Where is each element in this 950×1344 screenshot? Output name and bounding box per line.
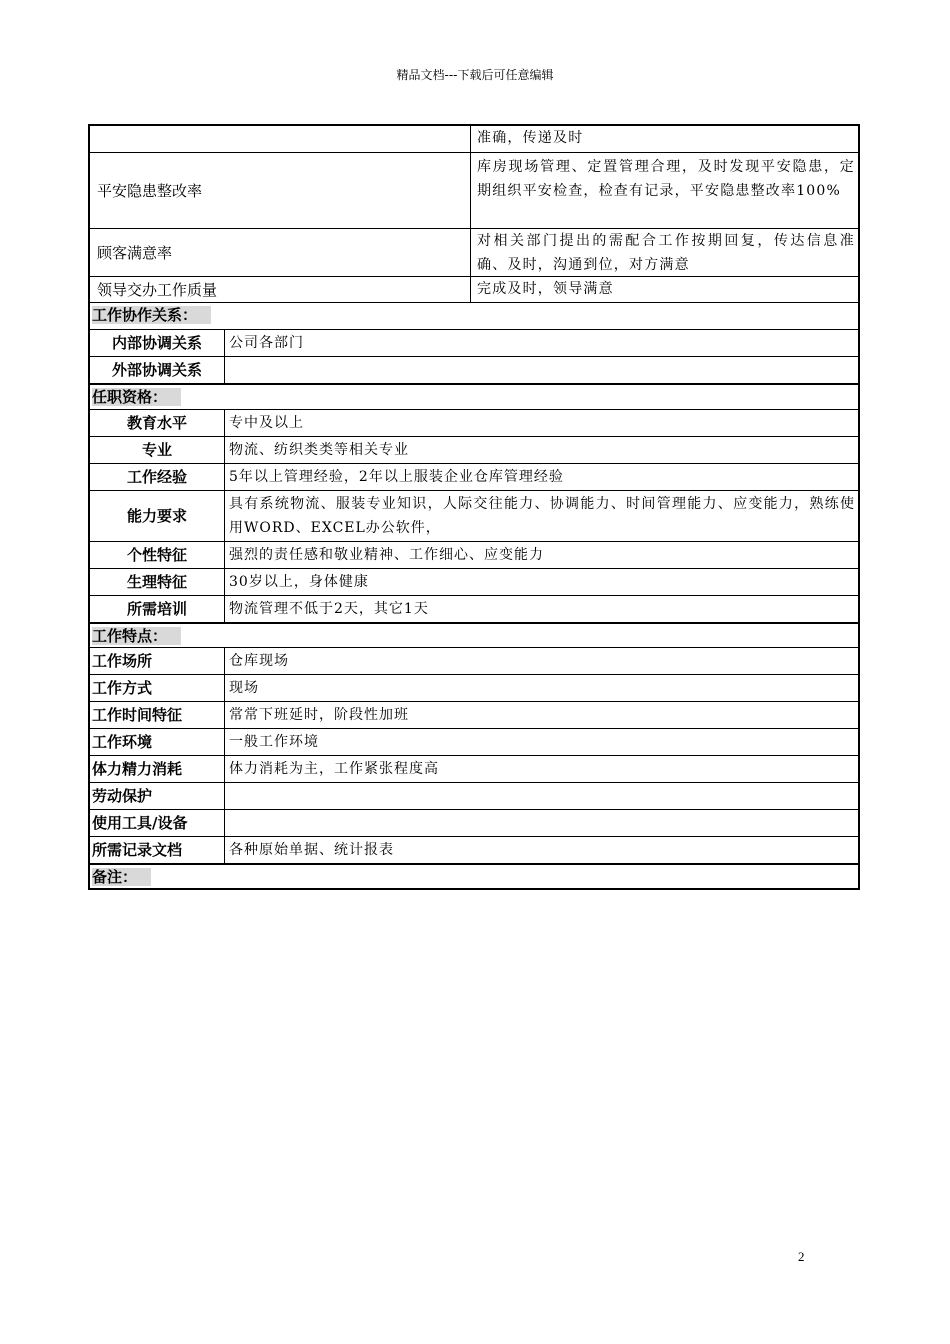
section-title: 工作特点： bbox=[92, 627, 181, 645]
section-header-features bbox=[90, 622, 858, 647]
kpi-name bbox=[90, 126, 471, 152]
table-row bbox=[90, 436, 858, 463]
table-row bbox=[90, 809, 858, 836]
kpi-row bbox=[90, 126, 858, 152]
kpi-desc: 库房现场管理、定置管理合理，及时发现平安隐患，定期组织平安检查，检查有记录，平安隐患整改率100% bbox=[477, 159, 855, 199]
row-value bbox=[225, 357, 858, 383]
section-title: 工作协作关系： bbox=[92, 306, 211, 324]
row-label: 体力精力消耗 bbox=[90, 756, 225, 782]
table-row bbox=[90, 490, 858, 541]
row-value bbox=[225, 783, 858, 809]
row-value: 物流管理不低于2天，其它1天 bbox=[229, 601, 429, 617]
row-label: 生理特征 bbox=[90, 569, 225, 595]
row-value: 具有系统物流、服装专业知识，人际交往能力、协调能力、时间管理能力、应变能力，熟练使用WORD、EXCEL办公软件， bbox=[229, 496, 855, 536]
section-title: 备注： bbox=[92, 868, 151, 886]
row-label: 个性特征 bbox=[90, 542, 225, 568]
table-row bbox=[90, 595, 858, 622]
row-value: 体力消耗为主，工作紧张程度高 bbox=[229, 761, 439, 777]
row-label: 外部协调关系 bbox=[90, 357, 225, 383]
table-row bbox=[90, 409, 858, 436]
table-row bbox=[90, 463, 858, 490]
row-value: 仓库现场 bbox=[229, 653, 289, 669]
table-row bbox=[90, 728, 858, 755]
section-header-qualification bbox=[90, 383, 858, 409]
section-header-remarks bbox=[90, 863, 858, 888]
row-label: 劳动保护 bbox=[90, 783, 225, 809]
row-value: 一般工作环境 bbox=[229, 734, 319, 750]
page-number: 2 bbox=[798, 1249, 805, 1264]
row-value: 专中及以上 bbox=[229, 415, 304, 431]
row-label: 内部协调关系 bbox=[90, 330, 225, 356]
table-row bbox=[90, 755, 858, 782]
table-row bbox=[90, 701, 858, 728]
row-label: 所需记录文档 bbox=[90, 837, 225, 863]
table-row bbox=[90, 647, 858, 674]
row-label: 工作场所 bbox=[90, 648, 225, 674]
row-label: 所需培训 bbox=[90, 596, 225, 622]
row-label: 教育水平 bbox=[90, 410, 225, 436]
row-label: 使用工具/设备 bbox=[90, 810, 225, 836]
kpi-desc: 准确，传递及时 bbox=[477, 130, 584, 146]
row-label: 能力要求 bbox=[90, 491, 225, 541]
kpi-desc: 完成及时，领导满意 bbox=[477, 281, 614, 297]
page-header-note: 精品文档---下载后可任意编辑 bbox=[396, 68, 554, 82]
row-label: 工作时间特征 bbox=[90, 702, 225, 728]
row-label: 工作环境 bbox=[90, 729, 225, 755]
section-header-cooperation bbox=[90, 302, 858, 329]
kpi-row bbox=[90, 152, 858, 228]
row-value bbox=[225, 810, 858, 836]
table-row bbox=[90, 836, 858, 863]
row-value: 现场 bbox=[229, 680, 259, 696]
kpi-desc: 对相关部门提出的需配合工作按期回复，传达信息准确、及时，沟通到位，对方满意 bbox=[477, 233, 855, 273]
kpi-row bbox=[90, 276, 858, 302]
table-row bbox=[90, 568, 858, 595]
job-description-table bbox=[88, 124, 860, 890]
row-label: 工作经验 bbox=[90, 464, 225, 490]
row-value: 强烈的责任感和敬业精神、工作细心、应变能力 bbox=[229, 547, 544, 563]
row-value: 各种原始单据、统计报表 bbox=[229, 842, 394, 858]
table-row bbox=[90, 329, 858, 356]
table-row bbox=[90, 782, 858, 809]
kpi-row bbox=[90, 228, 858, 276]
row-value: 5年以上管理经验，2年以上服装企业仓库管理经验 bbox=[229, 469, 564, 485]
kpi-name: 领导交办工作质量 bbox=[90, 277, 471, 302]
row-value: 公司各部门 bbox=[229, 335, 304, 351]
row-value: 常常下班延时，阶段性加班 bbox=[229, 707, 409, 723]
table-row bbox=[90, 674, 858, 701]
table-row bbox=[90, 356, 858, 383]
row-value: 物流、纺织类类等相关专业 bbox=[229, 442, 409, 458]
row-value: 30岁以上，身体健康 bbox=[229, 574, 369, 590]
kpi-name: 平安隐患整改率 bbox=[90, 153, 471, 228]
table-row bbox=[90, 541, 858, 568]
section-title: 任职资格： bbox=[92, 388, 181, 406]
row-label: 工作方式 bbox=[90, 675, 225, 701]
kpi-name: 顾客满意率 bbox=[90, 229, 471, 276]
row-label: 专业 bbox=[90, 437, 225, 463]
